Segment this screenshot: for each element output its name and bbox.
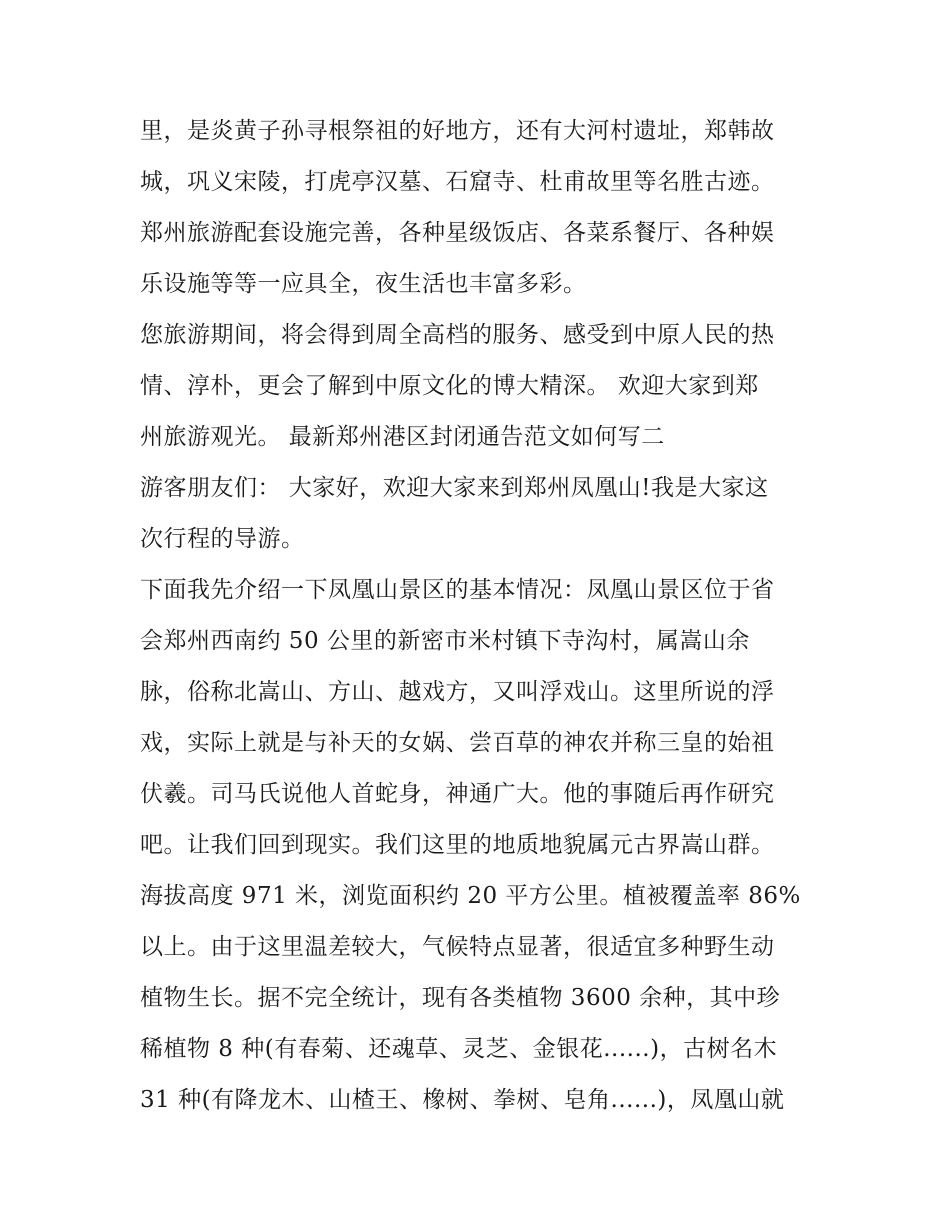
text-line: 您旅游期间，将会得到周全高档的服务、感受到中原人民的热 bbox=[140, 322, 775, 348]
text-line: 乐设施等等一应具全，夜生活也丰富多彩。 bbox=[140, 271, 587, 297]
text-line: 会郑州西南约 50 公里的新密市米村镇下寺沟村，属嵩山余 bbox=[140, 628, 750, 654]
text-line: 情、淳朴，更会了解到中原文化的博大精深。 欢迎大家到郑 bbox=[140, 373, 759, 399]
text-line: 州旅游观光。 最新郑州港区封闭通告范文如何写二 bbox=[140, 424, 665, 450]
text-line: 植物生长。据不完全统计，现有各类植物 3600 余种，其中珍 bbox=[140, 985, 781, 1011]
text-line: 城，巩义宋陵，打虎亭汉墓、石窟寺、杜甫故里等名胜古迹。 bbox=[140, 169, 775, 195]
text-line: 里，是炎黄子孙寻根祭祖的好地方，还有大河村遗址，郑韩故 bbox=[140, 118, 775, 144]
text-line: 以上。由于这里温差较大，气候特点显著，很适宜多种野生动 bbox=[140, 934, 775, 960]
text-line: 31 种(有降龙木、山楂王、橡树、拳树、皂角......)，凤凰山就 bbox=[140, 1087, 785, 1113]
text-line: 戏，实际上就是与补天的女娲、尝百草的神农并称三皇的始祖 bbox=[140, 730, 775, 756]
text-line: 下面我先介绍一下凤凰山景区的基本情况：凤凰山景区位于省 bbox=[140, 577, 775, 603]
text-line: 稀植物 8 种(有春菊、还魂草、灵芝、金银花......)，古树名木 bbox=[140, 1036, 778, 1062]
body-text bbox=[140, 106, 830, 1126]
text-line: 郑州旅游配套设施完善，各种星级饭店、各菜系餐厅、各种娱 bbox=[140, 220, 775, 246]
text-line: 吧。让我们回到现实。我们这里的地质地貌属元古界嵩山群。 bbox=[140, 832, 775, 858]
text-line: 脉，俗称北嵩山、方山、越戏方，又叫浮戏山。这里所说的浮 bbox=[140, 679, 775, 705]
text-line: 次行程的导游。 bbox=[140, 526, 305, 552]
text-line: 伏羲。司马氏说他人首蛇身，神通广大。他的事随后再作研究 bbox=[140, 781, 775, 807]
text-line: 游客朋友们： 大家好，欢迎大家来到郑州凤凰山!我是大家这 bbox=[140, 475, 769, 501]
text-line: 海拔高度 971 米，浏览面积约 20 平方公里。植被覆盖率 86% bbox=[140, 883, 801, 909]
